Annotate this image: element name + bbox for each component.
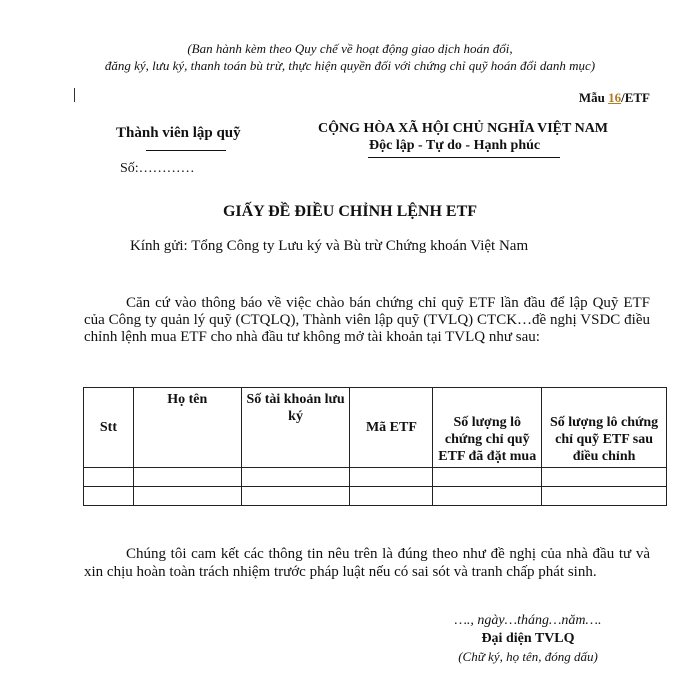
table-cell (350, 468, 433, 487)
table-row (84, 487, 667, 506)
document-title: GIẤY ĐỀ ĐIỀU CHỈNH LỆNH ETF (222, 203, 478, 220)
regulation-note-line-1: (Ban hành kèm theo Quy chế về hoạt động giao dịch hoán đổi, (187, 41, 513, 56)
header-stt: Stt (84, 388, 134, 468)
form-code-prefix: Mẫu (578, 90, 609, 105)
form-code (579, 90, 650, 106)
table-cell (433, 487, 542, 506)
table-cell (241, 487, 350, 506)
table-cell (133, 487, 241, 506)
signature-representative: Đại diện TVLQ (481, 631, 575, 646)
signature-block (418, 612, 638, 666)
header-account: Số tài khoản lưu ký (241, 388, 350, 468)
regulation-note (0, 40, 700, 74)
nation-title: CỘNG HÒA XÃ HỘI CHỦ NGHĨA VIỆT NAM (318, 121, 609, 136)
form-code-suffix: /ETF (621, 90, 650, 105)
order-adjustment-table (83, 387, 667, 506)
header-qty-adjusted: Số lượng lô chứng chỉ quỹ ETF sau điều chỉnh (542, 388, 667, 468)
table-cell (133, 468, 241, 487)
member-underline (146, 150, 226, 151)
table-header-row (84, 388, 667, 468)
table-cell (433, 468, 542, 487)
table-cell (84, 487, 134, 506)
intro-paragraph: Căn cứ vào thông báo về việc chào bán chứng chỉ quỹ ETF lần đầu để lập Quỹ ETF của Công ty quản lý quỹ (CTQLQ), Thành viên lập quỹ (TVLQ) CTCK…đề nghị VSDC điều chỉnh lệnh mua ETF cho nhà đầu tư không mở tài khoản tại TVLQ như sau: (84, 295, 650, 345)
regulation-note-line-2: đăng ký, lưu ký, thanh toán bù trừ, thực hiện quyền đối với chứng chỉ quỹ hoán đổi danh mục) (104, 58, 596, 73)
motto-underline (368, 157, 560, 158)
member-label: Thành viên lập quỹ (116, 125, 241, 141)
commitment-paragraph: Chúng tôi cam kết các thông tin nêu trên là đúng theo như đề nghị của nhà đầu tư và xin chịu hoàn toàn trách nhiệm trước pháp luật nếu có sai sót và tranh chấp phát sinh. (84, 546, 650, 580)
table-row (84, 468, 667, 487)
signature-date-line: …., ngày…tháng…năm…. (454, 613, 602, 628)
table-cell (350, 487, 433, 506)
table-cell (241, 468, 350, 487)
table-cell (84, 468, 134, 487)
header-qty-ordered: Số lượng lô chứng chỉ quỹ ETF đã đặt mua (433, 388, 542, 468)
table-cell (542, 487, 667, 506)
text-cursor-mark (74, 88, 75, 102)
header-etf-code: Mã ETF (350, 388, 433, 468)
recipient-line: Kính gửi: Tổng Công ty Lưu ký và Bù trừ Chứng khoán Việt Nam (130, 238, 529, 254)
signature-note: (Chữ ký, họ tên, đóng dấu) (458, 649, 598, 664)
table-cell (542, 468, 667, 487)
document-number: Số:………… (120, 161, 195, 176)
national-motto: Độc lập - Tự do - Hạnh phúc (369, 138, 541, 153)
header-name: Họ tên (133, 388, 241, 468)
form-code-number: 16 (608, 90, 622, 105)
